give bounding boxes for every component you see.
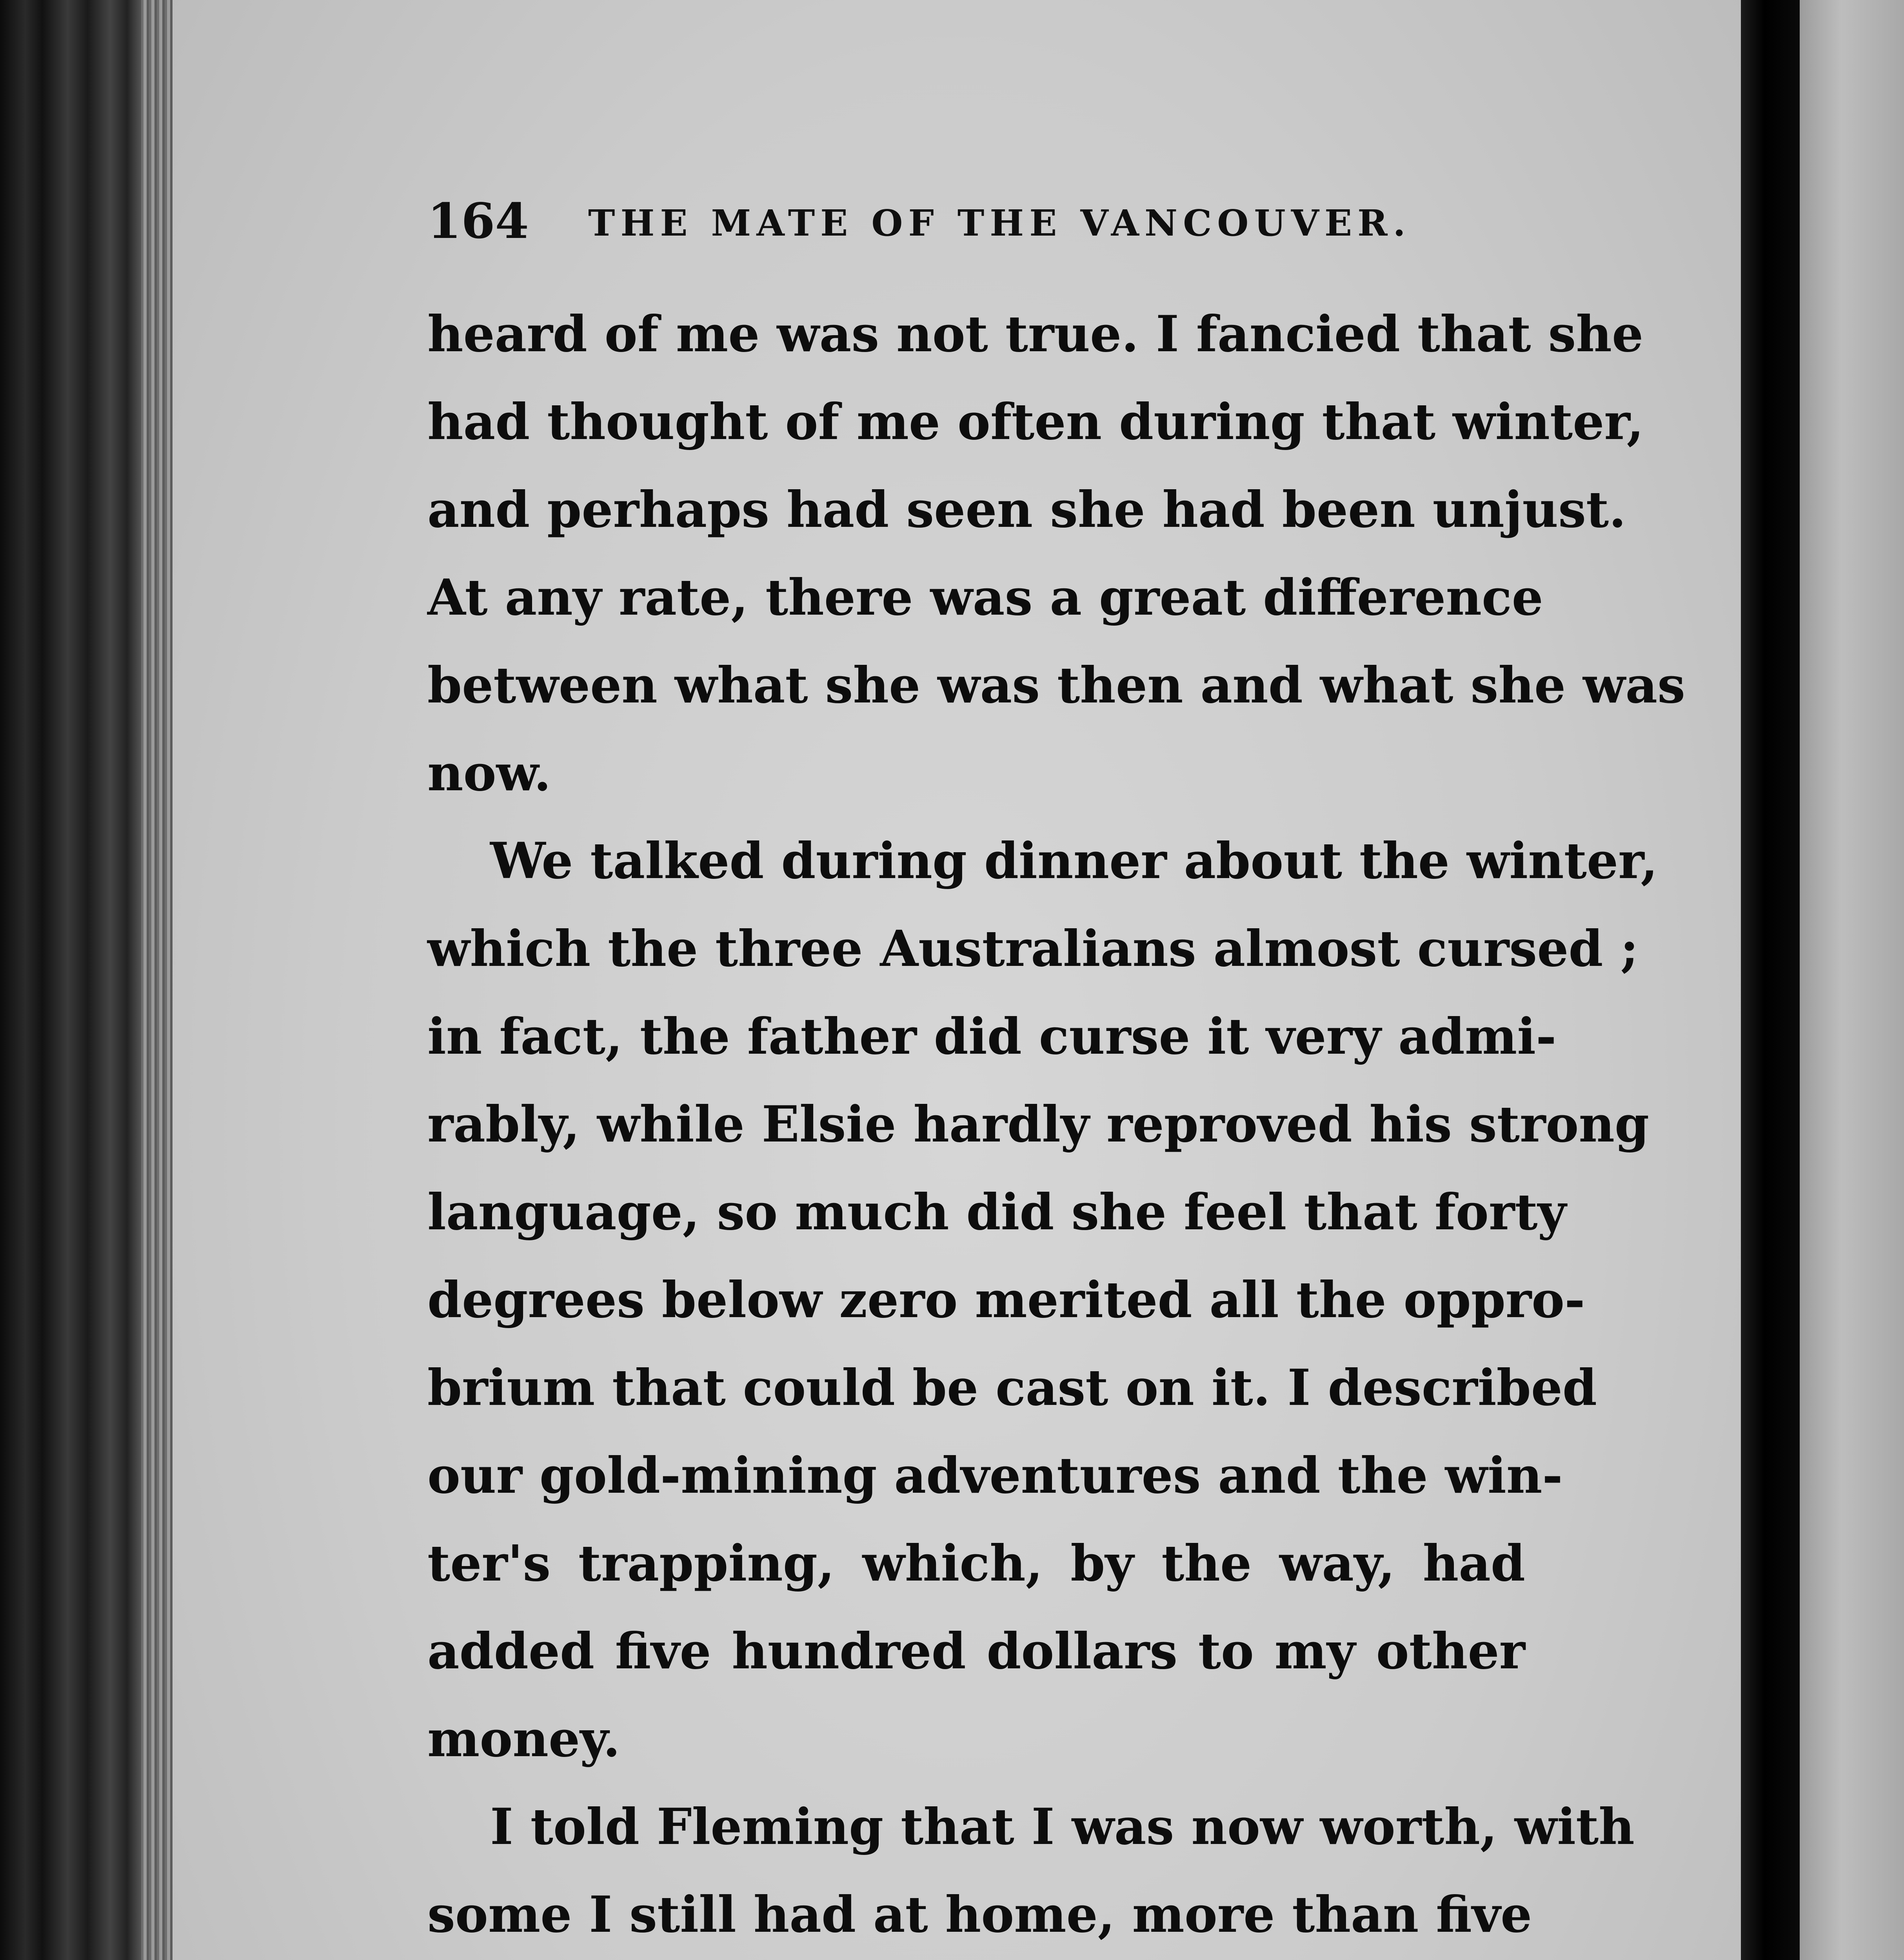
text-line: had thought of me often during that winter, xyxy=(427,393,1644,451)
text-line: now. xyxy=(427,744,551,802)
text-line: At any rate, there was a great difference xyxy=(427,568,1543,626)
book-spine xyxy=(0,0,141,1960)
text-line: ter's trapping, which, by the way, had xyxy=(427,1534,1525,1592)
text-line: language, so much did she feel that forty xyxy=(427,1183,1566,1241)
text-line: heard of me was not true. I fancied that she xyxy=(427,305,1644,363)
text-line: added five hundred dollars to my other xyxy=(427,1622,1525,1680)
text-line: rably, while Elsie hardly reproved his strong xyxy=(427,1095,1650,1153)
body-text xyxy=(427,290,1686,1960)
next-page-sliver xyxy=(1800,0,1904,1960)
text-line: between what she was then and what she was xyxy=(427,656,1686,714)
text-line-paragraph-start: I told Fleming that I was now worth, with xyxy=(490,1798,1635,1856)
page-header xyxy=(427,188,1525,255)
text-line: money. xyxy=(427,1710,620,1768)
text-line: in fact, the father did curse it very admi- xyxy=(427,1007,1557,1065)
text-line: brium that could be cast on it. I described xyxy=(427,1359,1597,1417)
text-line xyxy=(427,1958,1525,1960)
text-line: and perhaps had seen she had been unjust. xyxy=(427,481,1626,539)
page-number: 164 xyxy=(427,193,529,250)
running-head: THE MATE OF THE VANCOUVER. xyxy=(588,202,1411,244)
right-page-edge xyxy=(1741,0,1800,1960)
text-line: our gold-mining adventures and the win- xyxy=(427,1446,1563,1504)
page-edge-lines xyxy=(141,0,173,1960)
text-line-paragraph-start: We talked during dinner about the winter, xyxy=(490,832,1658,890)
text-line: degrees below zero merited all the oppro- xyxy=(427,1271,1585,1329)
text-line: which the three Australians almost cursed ; xyxy=(427,920,1639,978)
text-line: some I still had at home, more than five xyxy=(427,1886,1532,1944)
